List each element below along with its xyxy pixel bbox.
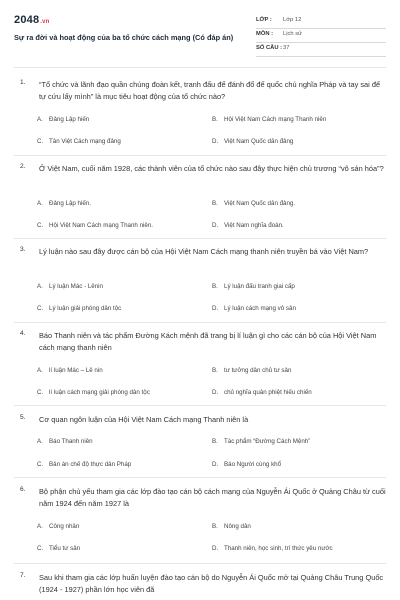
option-text: Báo Thanh niên	[49, 438, 93, 445]
option-text: Nông dân	[224, 523, 251, 530]
option-letter: A.	[37, 367, 43, 374]
logo-number: 2048	[14, 14, 40, 26]
option-text: Hội Việt Nam Cách mạng Thanh niên	[224, 116, 327, 123]
option-text: Việt Nam nghĩa đoàn.	[224, 222, 284, 229]
meta-label: SỐ CÂU :	[256, 45, 283, 51]
option-text: Thanh niên, học sinh, trí thức yêu nước	[224, 545, 333, 552]
meta-label: MÔN :	[256, 31, 274, 37]
option-text: tư tưởng dân chủ tư sản	[224, 367, 292, 374]
option-text: Tiểu tư sản	[49, 545, 81, 552]
question-number: 4.	[20, 330, 26, 337]
option-text: Báo Người cùng khổ	[224, 461, 282, 468]
option-letter: C.	[37, 461, 44, 468]
question-number: 6.	[20, 486, 26, 493]
option-letter: A.	[37, 283, 43, 290]
option-letter: C.	[37, 305, 44, 312]
option-text: Tân Việt Cách mạng đảng	[49, 138, 121, 145]
option-text: Hội Việt Nam Cách mạng Thanh niên.	[49, 222, 153, 229]
logo-tld: .vn	[40, 19, 50, 25]
option-letter: B.	[212, 283, 218, 290]
question-number: 5.	[20, 414, 26, 421]
option-letter: D.	[212, 305, 219, 312]
site-logo[interactable]	[14, 14, 50, 26]
meta-label: LỚP :	[256, 17, 272, 23]
option-letter: C.	[37, 222, 44, 229]
option-letter: B.	[212, 367, 218, 374]
question-text: Báo Thanh niên và tác phẩm Đường Kách mệnh đã trang bị lí luận gì cho các cán bộ của Hội Việt Nam cách mạng thanh niên	[39, 331, 377, 352]
option-text: chủ nghĩa quân phiệt hiếu chiến	[224, 389, 312, 396]
divider	[14, 238, 386, 239]
question-text: Lý luận nào sau đây được cán bộ của Hội Việt Nam Cách mạng thanh niên truyền bá vào Việt Nam?	[39, 247, 369, 256]
option-letter: A.	[37, 523, 43, 530]
meta-row-subject	[256, 28, 386, 43]
option-text: Lý luận giải phóng dân tộc	[49, 305, 122, 312]
question-text: Bộ phận chủ yếu tham gia các lớp đào tạo cán bộ cách mạng của Nguyễn Ái Quốc ở Quảng Châu từ cuối năm 1924 đến năm 1927 là	[39, 487, 386, 508]
option-letter: A.	[37, 200, 43, 207]
question-number: 7.	[20, 572, 26, 579]
divider	[14, 477, 386, 478]
meta-value: Lịch sử	[283, 31, 303, 37]
divider	[14, 155, 386, 156]
divider	[14, 405, 386, 406]
question-text: Sau khi tham gia các lớp huấn luyện đào tạo cán bộ do Nguyễn Ái Quốc mở tại Quảng Châu Trung Quốc (1924 - 1927) phần lớn học viên đã	[39, 573, 384, 594]
option-text: Tác phẩm “Đường Cách Mệnh”	[224, 438, 311, 445]
option-text: Lý luận Mác - Lênin	[49, 283, 103, 290]
option-text: lí luận cách mạng giải phóng dân tộc	[49, 389, 150, 396]
option-letter: D.	[212, 545, 219, 552]
option-letter: D.	[212, 138, 219, 145]
meta-value: Lớp 12	[283, 17, 302, 23]
option-text: Việt Nam Quốc dân đảng	[224, 138, 294, 145]
question-text: Cơ quan ngôn luận của Hội Việt Nam Cách mạng Thanh niên là	[39, 415, 249, 424]
option-letter: D.	[212, 389, 219, 396]
meta-row-count	[256, 42, 386, 57]
divider	[14, 67, 386, 68]
option-text: Lý luận cách mạng vô sản	[224, 305, 296, 312]
option-letter: B.	[212, 116, 218, 123]
option-letter: C.	[37, 389, 44, 396]
question-text: “Tổ chức và lãnh đạo quần chúng đoàn kết, tranh đấu để đánh đổ đế quốc chủ nghĩa Pháp và tay sai để tự cứu lấy mình” là mục tiêu hoạt động của tổ chức nào?	[39, 80, 381, 101]
document-title: Sự ra đời và hoạt động của ba tổ chức cách mạng (Có đáp án)	[14, 33, 234, 42]
option-text: lí luận Mác – Lê nin	[49, 367, 103, 374]
question-number: 2.	[20, 163, 26, 170]
option-text: Việt Nam Quốc dân đảng.	[224, 200, 296, 207]
question-text: Ở Việt Nam, cuối năm 1928, các thành viên của tổ chức nào sau đây thực hiện chủ trương “vô sản hóa”?	[39, 164, 384, 173]
meta-value: 37	[283, 45, 290, 51]
option-letter: B.	[212, 438, 218, 445]
option-letter: D.	[212, 222, 219, 229]
option-text: Công nhân	[49, 523, 80, 530]
option-text: Lý luận đấu tranh giai cấp	[224, 283, 295, 290]
option-text: Đảng Lập hiến.	[49, 200, 91, 207]
question-number: 3.	[20, 246, 26, 253]
option-letter: B.	[212, 523, 218, 530]
option-letter: C.	[37, 138, 44, 145]
question-number: 1.	[20, 79, 26, 86]
document-header	[0, 0, 400, 60]
meta-row-class	[256, 14, 386, 29]
option-letter: B.	[212, 200, 218, 207]
option-letter: D.	[212, 461, 219, 468]
option-letter: A.	[37, 438, 43, 445]
option-letter: A.	[37, 116, 43, 123]
divider	[14, 563, 386, 564]
option-text: Đảng Lập hiến	[49, 116, 90, 123]
option-text: Bản án chế độ thực dân Pháp	[49, 461, 132, 468]
divider	[14, 322, 386, 323]
option-letter: C.	[37, 545, 44, 552]
